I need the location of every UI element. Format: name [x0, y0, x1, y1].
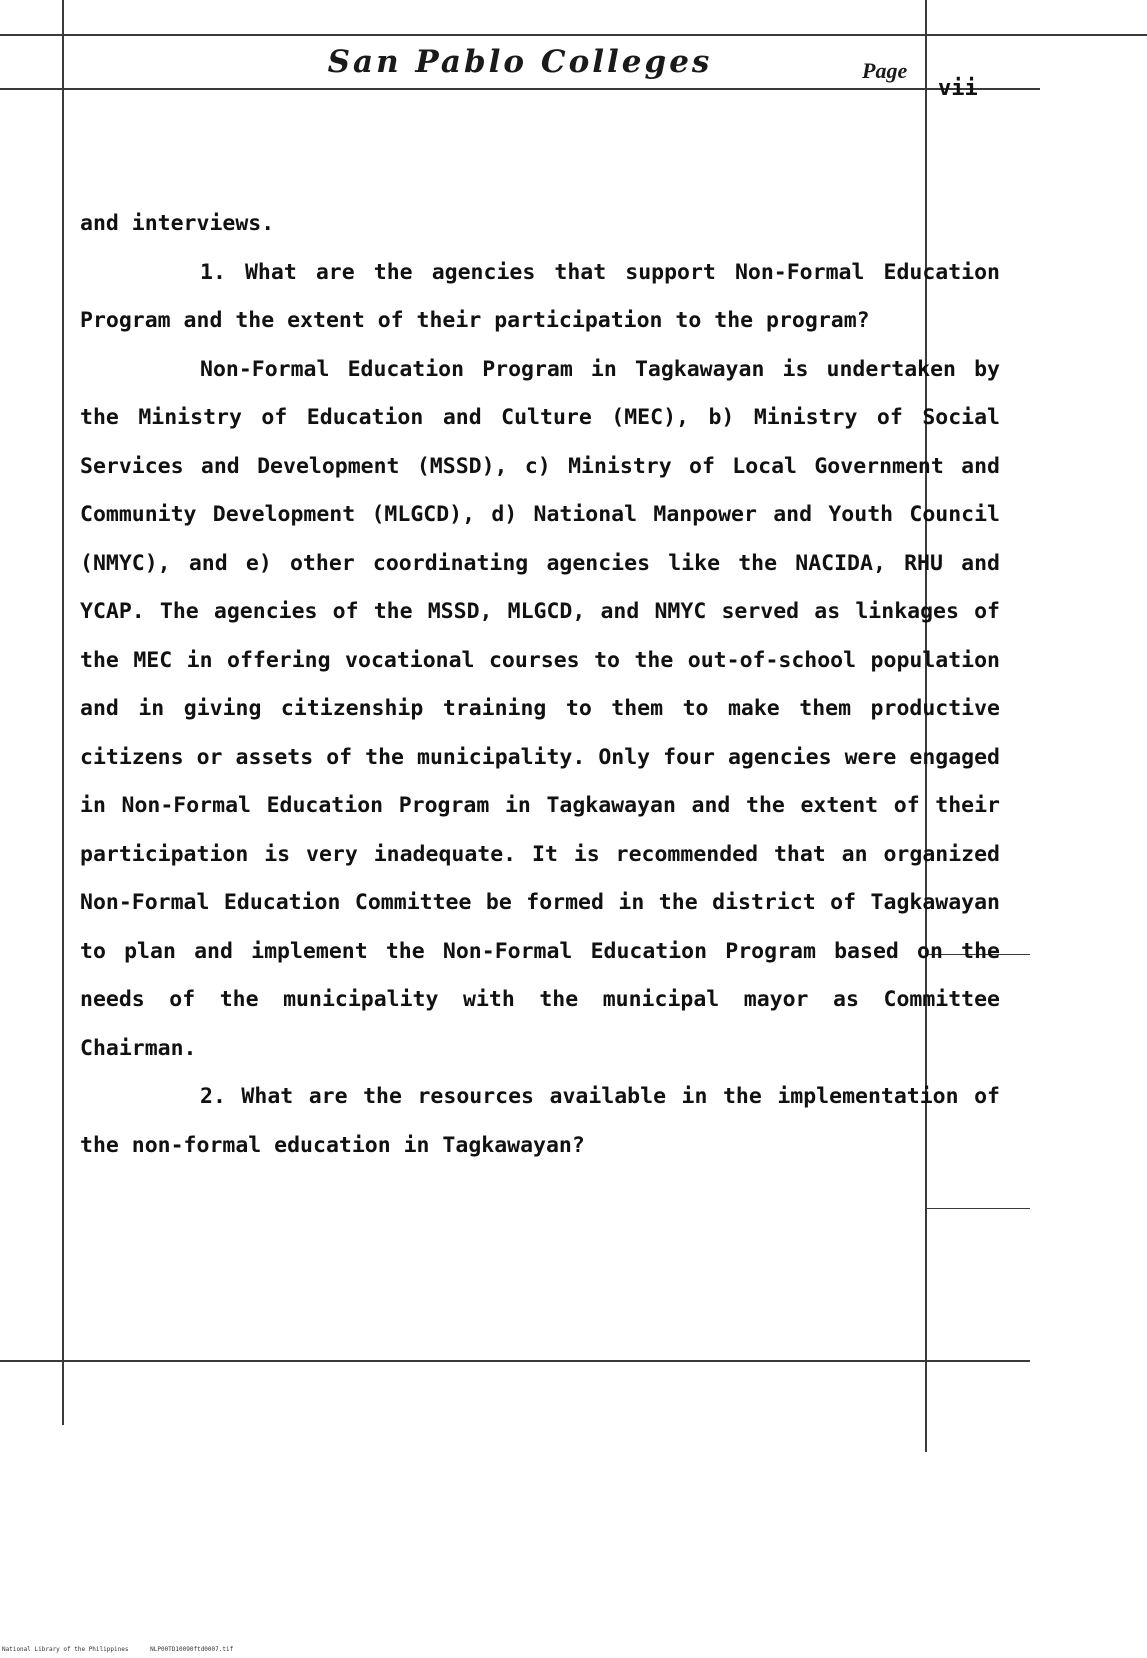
scan-footer — [2, 1646, 233, 1653]
question-1: 1. What are the agencies that support Non-Formal Education Program and the extent of their participation to the program? — [80, 259, 1000, 333]
document-body — [80, 200, 1000, 1170]
header-rule — [0, 88, 1040, 90]
page-number: vii — [938, 76, 978, 101]
footer-file-id: NLP00TD10090ftd0007.tif — [150, 1646, 234, 1653]
answer-1: Non-Formal Education Program in Tagkawayan is undertaken by the Ministry of Education and Culture (MEC), b) Ministry of Social Services and Development (MSSD), c) Ministry of Local Government and Community Development (MLGCD), d) National Manpower and Youth Council (NMYC), and e) other coordinating agencies like the NACIDA, RHU and YCAP. The agencies of the MSSD, MLGCD, and NMYC served as linkages of the MEC in offering vocational courses to the out-of-school population and in giving citizenship training to them to make them productive citizens or assets of the municipality. Only four agencies were engaged in Non-Formal Education Program in Tagkawayan and the extent of their participation is very inadequate. It is recommended that an organized Non-Formal Education Committee be formed in the district of Tagkawayan to plan and implement the Non-Formal Education Program based on the needs of the municipality with the municipal mayor as Committee Chairman. — [80, 356, 1000, 1061]
college-name-header: San Pablo Colleges — [327, 44, 713, 80]
page-label: Page — [862, 58, 908, 83]
question-2: 2. What are the resources available in the implementation of the non-formal education in Tagkawayan? — [80, 1084, 1000, 1158]
left-margin-line — [62, 0, 64, 1425]
paragraph-continuation: and interviews. — [80, 211, 275, 236]
footer-source: National Library of the Philippines — [2, 1646, 129, 1653]
bottom-rule — [0, 1360, 1030, 1362]
right-tick-2 — [925, 1208, 1030, 1209]
top-rule — [0, 34, 1147, 36]
